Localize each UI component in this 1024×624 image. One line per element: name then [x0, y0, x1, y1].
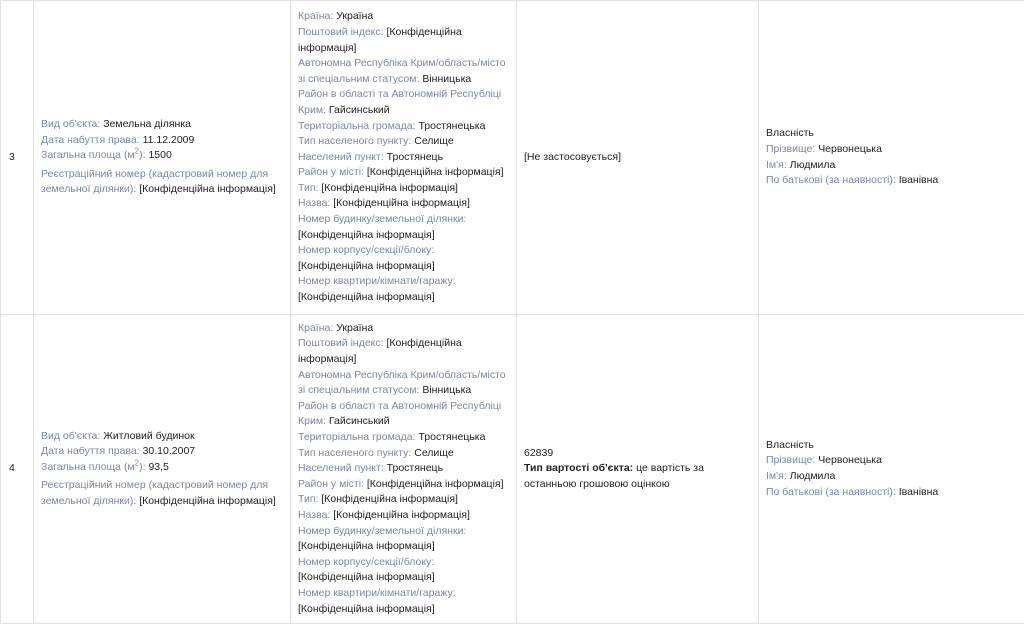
address-field: Район в області та Автономній Республіці Крим: Гайсинський — [298, 399, 509, 430]
address-field: Номер корпусу/секції/блоку: [Конфіденційна інформація] — [298, 243, 509, 274]
owner-cell — [759, 1, 1024, 315]
address-field: Номер будинку/земельної ділянки: [Конфіденційна інформація] — [298, 212, 509, 243]
address-field: Тип: [Конфіденційна інформація] — [298, 492, 509, 508]
address-field: Автономна Республіка Крим/область/місто зі спеціальним статусом: Вінницька — [298, 368, 509, 399]
owner-surname: Прізвище: Червонецька — [766, 453, 1017, 469]
owner-name: Ім'я: Людмила — [766, 158, 1017, 174]
address-cell — [291, 1, 517, 315]
address-field: Країна: Україна — [298, 321, 509, 337]
address-field: Територіальна громада: Тростянецька — [298, 430, 509, 446]
ownership-heading: Власність — [766, 438, 1017, 454]
address-field: Тип населеного пункту: Селище — [298, 446, 509, 462]
address-field: Територіальна громада: Тростянецька — [298, 119, 509, 135]
address-field: Населений пункт: Тростянець — [298, 150, 509, 166]
acquisition-date: Дата набуття права: 11.12.2009 — [41, 133, 283, 149]
registration-number: Реєстраційний номер (кадастровий номер для земельної ділянки): [Конфіденційна інформація] — [41, 478, 283, 509]
total-area: Загальна площа $(м^2)$: 93,5 — [41, 460, 283, 476]
address-field: Назва: [Конфіденційна інформація] — [298, 508, 509, 524]
address-field: Номер будинку/земельної ділянки: [Конфіденційна інформація] — [298, 524, 509, 555]
cost-value: [Не застосовується] — [524, 150, 751, 166]
address-field: Район у місті: [Конфіденційна інформація] — [298, 477, 509, 493]
address-field: Район в області та Автономній Республіці Крим: Гайсинський — [298, 87, 509, 118]
address-field: Номер квартири/кімнати/гаражу: [Конфіденційна інформація] — [298, 274, 509, 305]
address-field: Тип населеного пункту: Селище — [298, 134, 509, 150]
cost-cell — [517, 1, 759, 315]
row-number: 3 — [1, 1, 34, 315]
owner-patronymic: По батькові (за наявності): Іванівна — [766, 485, 1017, 501]
owner-name: Ім'я: Людмила — [766, 469, 1017, 485]
cost-type: Тип вартості об'єкта: це вартість за останньою грошовою оцінкою — [524, 461, 751, 492]
address-field: Район у місті: [Конфіденційна інформація] — [298, 165, 509, 181]
object-type: Вид об'єкта: Житловий будинок — [41, 429, 283, 445]
address-cell — [291, 315, 517, 624]
address-field: Поштовий індекс: [Конфіденційна інформація] — [298, 336, 509, 367]
address-field: Автономна Республіка Крим/область/місто зі спеціальним статусом: Вінницька — [298, 56, 509, 87]
object-type: Вид об'єкта: Земельна ділянка — [41, 117, 283, 133]
table-row — [1, 315, 1024, 624]
address-field: Назва: [Конфіденційна інформація] — [298, 196, 509, 212]
address-field: Номер квартири/кімнати/гаражу: [Конфіденційна інформація] — [298, 586, 509, 617]
address-field: Поштовий індекс: [Конфіденційна інформація] — [298, 25, 509, 56]
cost-value: 62839 — [524, 446, 751, 462]
row-number: 4 — [1, 315, 34, 624]
object-cell — [34, 1, 291, 315]
owner-cell — [759, 315, 1024, 624]
address-field: Країна: Україна — [298, 9, 509, 25]
address-field: Номер корпусу/секції/блоку: [Конфіденційна інформація] — [298, 555, 509, 586]
address-field: Тип: [Конфіденційна інформація] — [298, 181, 509, 197]
ownership-heading: Власність — [766, 126, 1017, 142]
acquisition-date: Дата набуття права: 30.10.2007 — [41, 444, 283, 460]
cost-cell — [517, 315, 759, 624]
table-row — [1, 1, 1024, 315]
registration-number: Реєстраційний номер (кадастровий номер для земельної ділянки): [Конфіденційна інформація] — [41, 167, 283, 198]
total-area: Загальна площа $(м^2)$: 1500 — [41, 148, 283, 164]
owner-surname: Прізвище: Червонецька — [766, 142, 1017, 158]
address-field: Населений пункт: Тростянець — [298, 461, 509, 477]
object-cell — [34, 315, 291, 624]
owner-patronymic: По батькові (за наявності): Іванівна — [766, 173, 1017, 189]
